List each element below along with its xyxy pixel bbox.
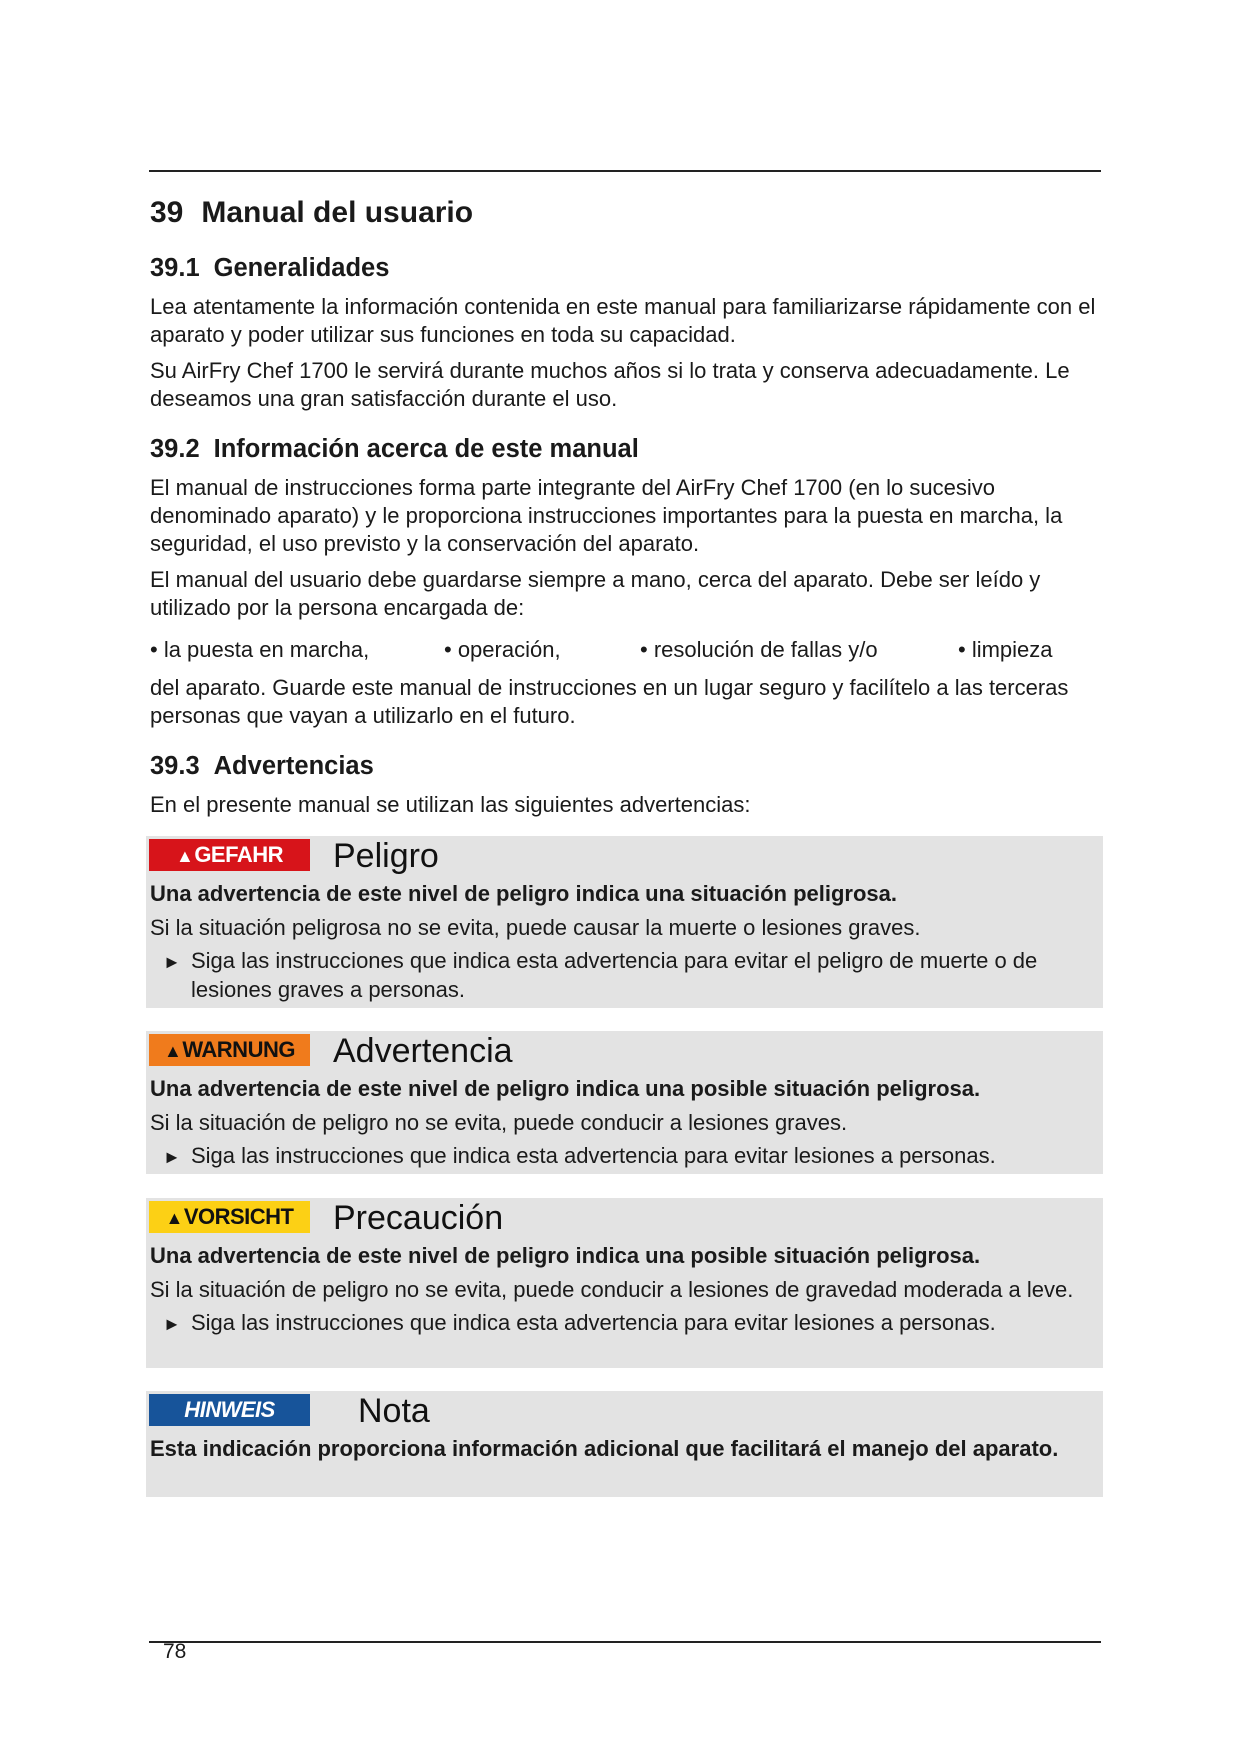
warning-triangle-icon: ▲ (175, 846, 194, 866)
warning-definition: Una advertencia de este nivel de peligro indica una posible situación peligrosa. (150, 1243, 981, 1268)
note-text: Esta indicación proporciona información adicional que facilitará el manejo del aparato. (150, 1436, 1059, 1461)
warning-action-text: Siga las instrucciones que indica esta advertencia para evitar lesiones a personas. (191, 1143, 996, 1168)
signal-badge-caution (149, 1201, 310, 1233)
section-number: 39.2 (150, 435, 200, 463)
arrow-right-icon: ► (163, 1314, 181, 1334)
section-number: 39.3 (150, 752, 200, 780)
warning-definition: Una advertencia de este nivel de peligro indica una posible situación peligrosa. (150, 1076, 981, 1101)
note-title: Nota (358, 1392, 430, 1430)
signal-badge-danger (149, 839, 310, 871)
warning-action-text: Siga las instrucciones que indica esta advertencia para evitar el peligro de muerte o de lesiones graves a personas. (191, 948, 1038, 1002)
page-content (150, 196, 1098, 827)
list-item: • la puesta en marcha, (150, 637, 370, 662)
paragraph: El manual del usuario debe guardarse siempre a mano, cerca del aparato. Debe ser leído y utilizado por la persona encargada de: (150, 567, 1041, 620)
badge-label: GEFAHR (194, 842, 283, 867)
paragraph: En el presente manual se utilizan las siguientes advertencias: (150, 792, 751, 817)
list-item: • resolución de fallas y/o (640, 637, 878, 662)
warning-action (150, 947, 1099, 1004)
warning-definition: Una advertencia de este nivel de peligro indica una situación peligrosa. (150, 881, 898, 906)
badge-label: WARNUNG (182, 1037, 295, 1062)
footer-rule (149, 1641, 1101, 1643)
paragraph: del aparato. Guarde este manual de instrucciones en un lugar seguro y facilítelo a las terceras personas que vayan a utilizarlo en el futuro. (150, 675, 1069, 728)
warning-action (150, 1309, 1099, 1338)
section-heading (150, 254, 1098, 283)
header-rule (149, 170, 1101, 172)
paragraph: Lea atentamente la información contenida en este manual para familiarizarse rápidamente con el aparato y poder utilizar sus funciones en toda su capacidad. (150, 294, 1096, 347)
arrow-right-icon: ► (163, 952, 181, 972)
warning-title: Precaución (333, 1199, 504, 1237)
chapter-heading (150, 196, 1098, 230)
page-number: 78 (163, 1640, 187, 1663)
chapter-number: 39 (150, 196, 184, 229)
section-number: 39.1 (150, 254, 200, 282)
section-title: Advertencias (213, 752, 374, 780)
note-box (146, 1391, 1103, 1497)
badge-label: VORSICHT (183, 1204, 294, 1229)
warning-action-text: Siga las instrucciones que indica esta advertencia para evitar lesiones a personas. (191, 1310, 996, 1335)
section-heading (150, 752, 1098, 781)
warning-title: Peligro (333, 837, 439, 875)
arrow-right-icon: ► (163, 1147, 181, 1167)
section-title: Generalidades (213, 254, 390, 282)
warning-consequence: Si la situación de peligro no se evita, puede conducir a lesiones de gravedad moderada a leve. (150, 1277, 1074, 1302)
warning-action (150, 1142, 1099, 1171)
paragraph: El manual de instrucciones forma parte integrante del AirFry Chef 1700 (en lo sucesivo denominado aparato) y le proporciona instrucciones importantes para la puesta en marcha, la seguridad, el uso previsto y la conservación del aparato. (150, 475, 1063, 556)
list-item: • operación, (444, 637, 561, 662)
section-heading (150, 435, 1098, 464)
signal-badge-warning (149, 1034, 310, 1066)
warning-triangle-icon: ▲ (165, 1208, 183, 1228)
bullet-list (150, 636, 1098, 664)
paragraph: Su AirFry Chef 1700 le servirá durante muchos años si lo trata y conserva adecuadamente. Le deseamos una gran satisfacción durante el uso. (150, 358, 1070, 411)
warning-consequence: Si la situación peligrosa no se evita, puede causar la muerte o lesiones graves. (150, 915, 921, 940)
warning-box-caution (146, 1198, 1103, 1368)
warning-consequence: Si la situación de peligro no se evita, puede conducir a lesiones graves. (150, 1110, 848, 1135)
warning-box-danger (146, 836, 1103, 1008)
warning-box-warning (146, 1031, 1103, 1174)
list-item: • limpieza (958, 637, 1053, 662)
warning-triangle-icon: ▲ (164, 1041, 182, 1061)
signal-badge-note: HINWEIS (149, 1394, 310, 1426)
section-title: Información acerca de este manual (213, 435, 639, 463)
warning-title: Advertencia (333, 1032, 513, 1070)
chapter-title: Manual del usuario (201, 196, 474, 229)
